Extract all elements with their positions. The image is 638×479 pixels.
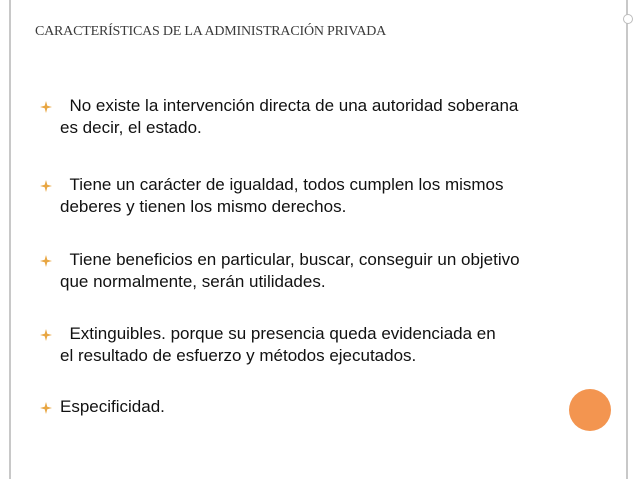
bullet-text-line-1: Especificidad. [60,397,165,416]
bullet-text-line-1: Tiene beneficios en particular, buscar, conseguir un objetivo [60,250,520,269]
frame-dot [623,14,633,24]
bullet-text-line-2: es decir, el estado. [60,118,202,137]
bullet-text-line-1: Extinguibles. porque su presencia queda evidenciada en [60,324,496,343]
decorative-orange-circle [569,389,611,431]
diamond-bullet-icon [40,101,52,113]
diamond-bullet-icon [40,402,52,414]
list-item [40,95,600,139]
bullet-text-line-1: No existe la intervención directa de una autoridad soberana [60,96,519,115]
slide-title: CARACTERÍSTICAS DE LA ADMINISTRACIÓN PRIVADA [35,24,387,39]
left-frame-line [9,0,11,479]
diamond-bullet-icon [40,329,52,341]
right-frame-line [626,0,628,479]
list-item [40,249,600,293]
bullet-text-line-2: que normalmente, serán utilidades. [60,272,326,291]
list-item [40,174,600,218]
bullet-text-line-1: Tiene un carácter de igualdad, todos cumplen los mismos [60,175,504,194]
list-item [40,323,600,367]
list-item [40,396,600,418]
diamond-bullet-icon [40,255,52,267]
diamond-bullet-icon [40,180,52,192]
bullet-text-line-2: el resultado de esfuerzo y métodos ejecutados. [60,346,417,365]
bullet-text-line-2: deberes y tienen los mismo derechos. [60,197,347,216]
